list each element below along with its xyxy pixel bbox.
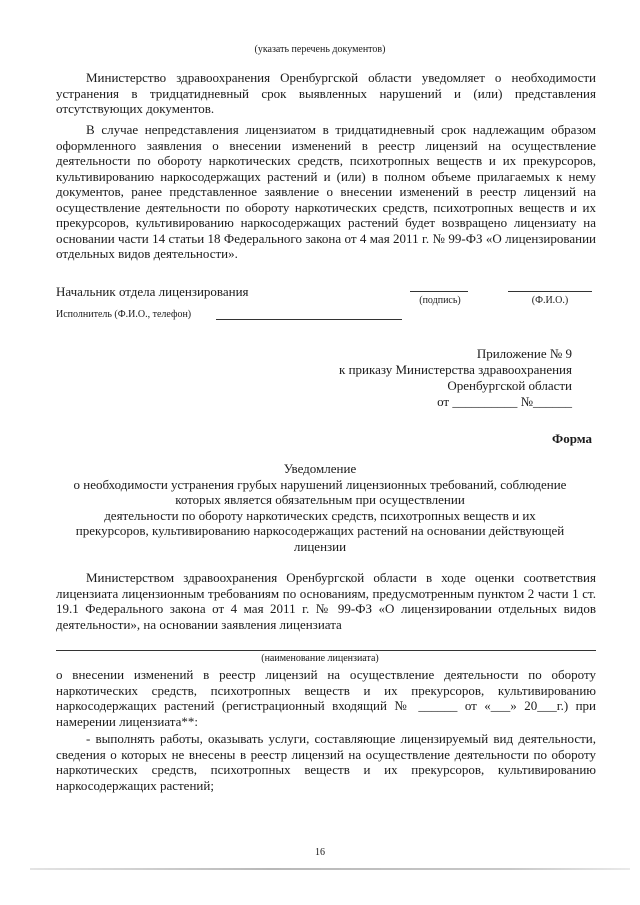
- notice-paragraph-1: Министерство здравоохранения Оренбургской области уведомляет о необходимости устранения в тридцатидневный срок выявленных нарушений и (или) представления отсутствующих документов.: [56, 70, 596, 116]
- executor-line: [216, 319, 402, 320]
- appendix-date-number: от __________ №______: [437, 394, 572, 409]
- signature-line: [410, 291, 468, 292]
- position-title: Начальник отдела лицензирования: [56, 284, 249, 299]
- documents-list-caption: (указать перечень документов): [254, 44, 386, 55]
- name-line: [508, 291, 592, 292]
- signature-caption: (подпись): [419, 295, 461, 306]
- document-title: [40, 461, 600, 555]
- title-line-2: о необходимости устранения грубых нарушений лицензионных требований, соблюдение: [73, 476, 567, 492]
- title-line-1: Уведомление: [283, 461, 357, 476]
- title-line-6: лицензии: [293, 538, 347, 554]
- name-caption: (Ф.И.О.): [531, 295, 569, 306]
- appendix-number: Приложение № 9: [476, 346, 572, 361]
- scan-edge-shadow: [30, 868, 630, 870]
- appendix-order: к приказу Министерства здравоохранения: [339, 362, 572, 377]
- intention-paragraph: - выполнять работы, оказывать услуги, составляющие лицензируемый вид деятельности, сведения о которых не внесены в реестр лицензий на осуществление деятельности по обороту наркотических средств, психотропных веществ и их прекурсоров, культивированию наркосодержащих растений;: [56, 731, 596, 793]
- notice-paragraph-2: В случае непредставления лицензиатом в тридцатидневный срок надлежащим образом оформленного заявления о внесении изменений в реестр лицензий на осуществление деятельности по обороту наркотических средств, психотропных веществ и их прекурсоров, культивированию наркосодержащих растений и (или) в полном объеме прилагаемых к нему документов, ранее представленное заявление о внесении изменений в реестр лицензий на осуществление деятельности по обороту наркотических средств, психотропных веществ и их прекурсоров, культивированию наркосодержащих растений будет возвращено лицензиату на основании части 14 статьи 18 Федерального закона от 4 мая 2011 г. № 99-ФЗ «О лицензировании отдельных видов деятельности».: [56, 122, 596, 261]
- page-number: 16: [315, 847, 325, 858]
- application-paragraph: о внесении изменений в реестр лицензий на осуществление деятельности по обороту наркотических средств, психотропных веществ и их прекурсоров, культивированию наркосодержащих растений (регистрационный входящий № ______ от «___» 20___г.) при намерении лицензиата**:: [56, 667, 596, 729]
- title-line-5: прекурсоров, культивированию наркосодержащих растений на основании действующей: [75, 523, 565, 539]
- appendix-block: [300, 346, 572, 410]
- title-line-4: деятельности по обороту наркотических средств, психотропных веществ и их: [104, 507, 536, 523]
- executor-label: Исполнитель (Ф.И.О., телефон): [56, 309, 192, 320]
- title-line-3: которых является обязательным при осуществлении: [175, 492, 465, 508]
- licensee-caption: (наименование лицензиата): [261, 653, 379, 664]
- appendix-region: Оренбургской области: [447, 378, 572, 393]
- form-label: Форма: [552, 431, 592, 446]
- assessment-paragraph: Министерством здравоохранения Оренбургской области в ходе оценки соответствия лицензиата лицензионным требованиям по основаниям, предусмотренным пунктом 2 части 1 ст. 19.1 Федерального закона от 4 мая 2011 г. № 99-ФЗ «О лицензировании отдельных видов деятельности», на основании заявления лицензиата: [56, 570, 596, 632]
- licensee-line: [56, 650, 596, 651]
